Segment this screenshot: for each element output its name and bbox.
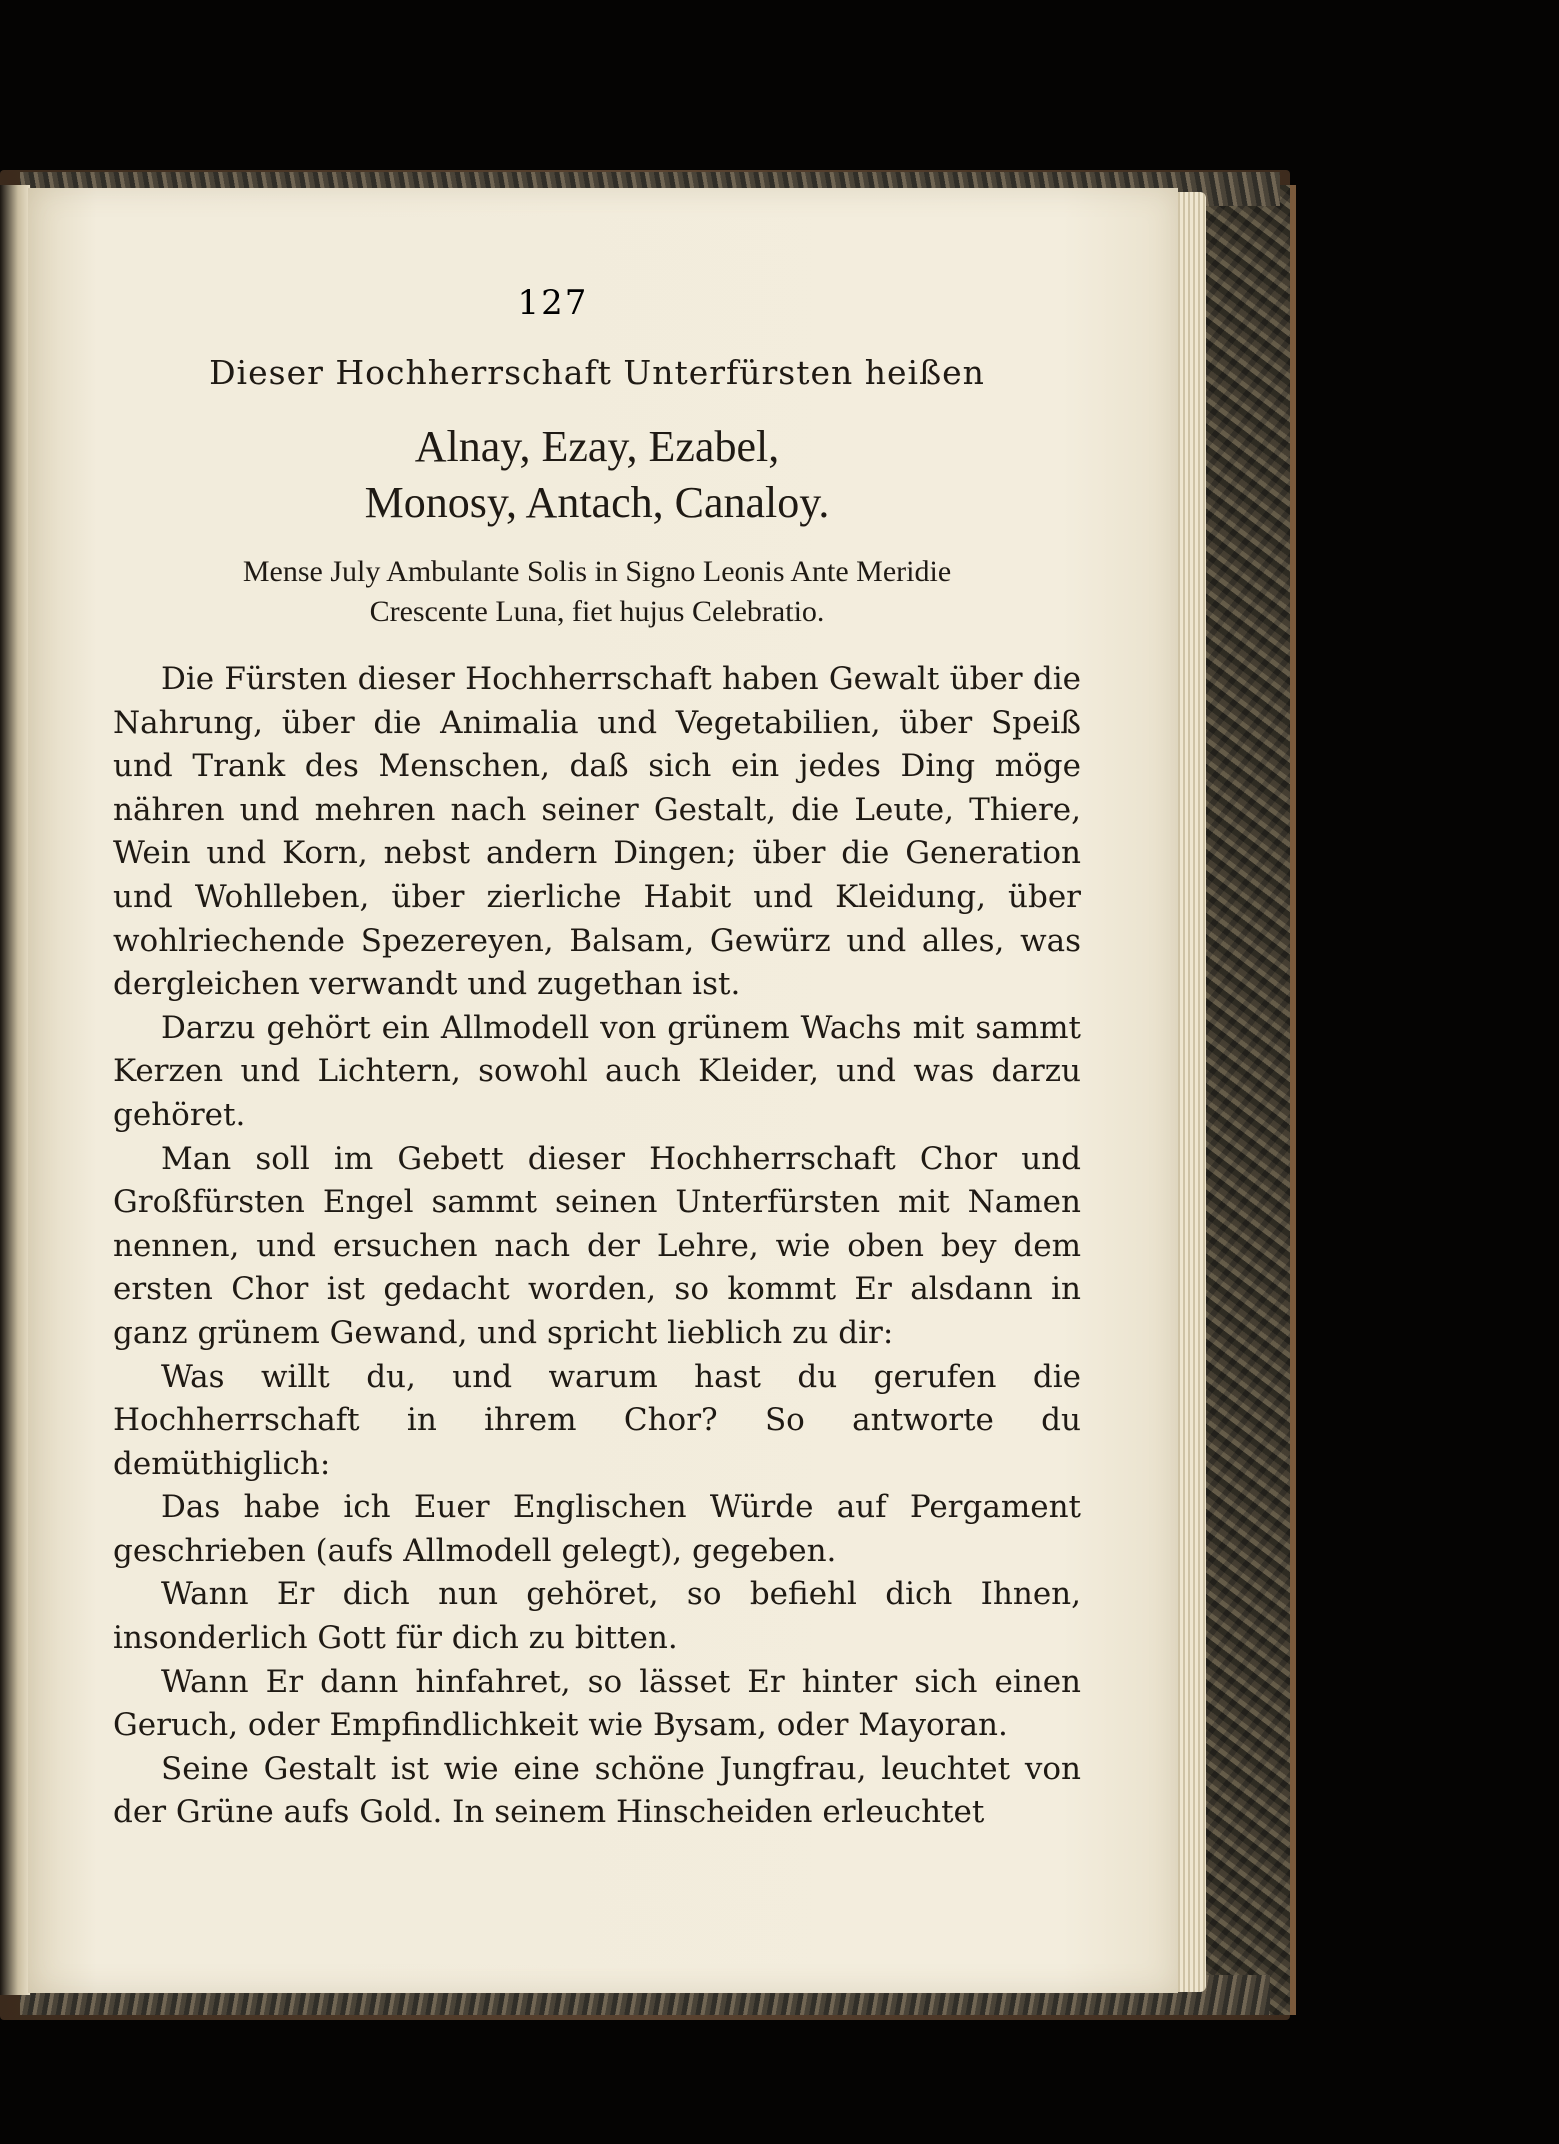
- paragraph: Man soll im Gebett dieser Hochherrschaft Chor und Großfürsten Engel sammt seinen Unterfürsten mit Namen nennen, und ersuchen nach der Lehre, wie oben bey dem ersten Chor ist gedacht worden, so kommt Er alsdann in ganz grünem Gewand, und spricht lieblich zu dir:: [113, 1140, 1081, 1351]
- names-line-2: Monosy, Antach, Canaloy.: [364, 478, 830, 527]
- paragraph: Wann Er dann hinfahret, so lässet Er hinter sich einen Geruch, oder Empfindlichkeit wie Bysam, oder Mayoran.: [113, 1663, 1081, 1744]
- names-line-1: Alnay, Ezay, Ezabel,: [414, 422, 780, 471]
- book-gutter: [0, 185, 30, 1995]
- paragraph: Die Fürsten dieser Hochherrschaft haben Gewalt über die Nahrung, über die Animalia und Vegetabilien, über Speiß und Trank des Menschen, daß sich ein jedes Ding möge nähren und mehren nach seiner Gestalt, die Leute, Thiere, Wein und Korn, nebst andern Dingen; über die Generation und Wohlleben, über zierliche Habit und Kleidung, über wohlriechende Spezereyen, Balsam, Gewürz und alles, was dergleichen verwandt und zugethan ist.: [113, 661, 1081, 1003]
- paragraph: Wann Er dich nun gehöret, so befiehl dich Ihnen, insonderlich Gott für dich zu bitten.: [113, 1576, 1081, 1657]
- paragraph: Das habe ich Euer Englischen Würde auf Pergament geschrieben (aufs Allmodell gelegt), gegeben.: [113, 1489, 1081, 1569]
- latin-line-1: Mense July Ambulante Solis in Signo Leonis Ante Meridie: [242, 555, 952, 588]
- book-page: [28, 188, 1178, 1993]
- heading: Dieser Hochherrschaft Unterfürsten heißen: [209, 353, 985, 392]
- body-text: [113, 658, 1081, 1835]
- page-number: 127: [517, 283, 589, 323]
- latin-line-2: Crescente Luna, fiet hujus Celebratio.: [369, 595, 825, 628]
- paragraph: Darzu gehört ein Allmodell von grünem Wachs mit sammt Kerzen und Lichtern, sowohl auch Kleider, und was darzu gehöret.: [113, 1009, 1081, 1133]
- paragraph: Seine Gestalt ist wie eine schöne Jungfrau, leuchtet von der Grüne aufs Gold. In seinem Hinscheiden erleuchtet: [113, 1750, 1081, 1831]
- paragraph: Was willt du, und warum hast du gerufen die Hochherrschaft in ihrem Chor? So antworte du demüthiglich:: [113, 1358, 1081, 1482]
